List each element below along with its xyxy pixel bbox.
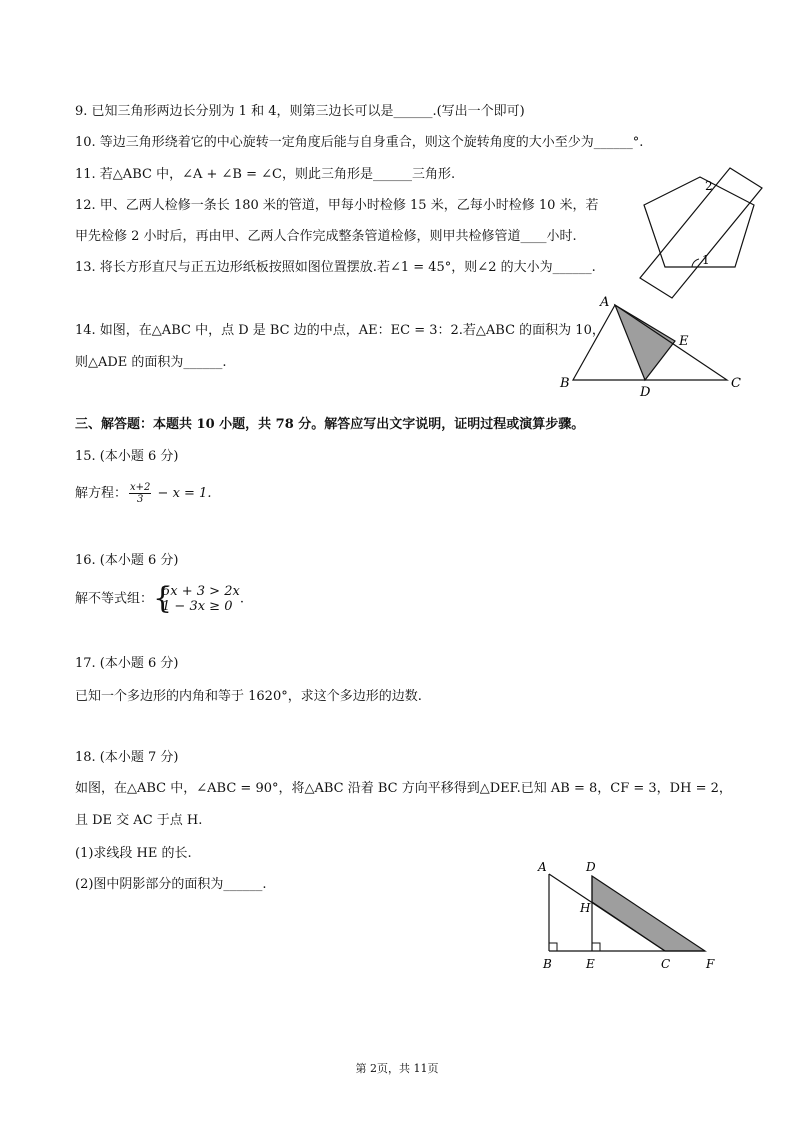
figure-q13 [630, 163, 770, 303]
label-f: F [706, 957, 715, 971]
label-h: H [580, 901, 591, 915]
q16-system [75, 581, 244, 616]
q16-inequality-1: 5x + 3 > 2x [162, 584, 240, 599]
label-e: E [679, 334, 689, 349]
shaded-triangle-ade [615, 305, 675, 380]
right-angle-e [592, 943, 600, 951]
q15-rest: − x = 1. [153, 486, 212, 501]
q15-numerator: x+2 [130, 482, 151, 493]
label-a: A [600, 295, 610, 310]
page-footer: 第 2页，共 11页 [355, 1062, 439, 1075]
q17-text: 已知一个多边形的内角和等于 1620°，求这个多边形的边数. [75, 689, 422, 704]
q12-text-line1: 12. 甲、乙两人检修一条长 180 米的管道，甲每小时检修 15 米，乙每小时检修 10 米，若 [75, 198, 599, 213]
q14-text-line1: 14. 如图，在△ABC 中，点 D 是 BC 边的中点，AE：EC = 3：2.若△ABC 的面积为 10， [75, 323, 605, 338]
section3-heading: 三、解答题：本题共 10 小题，共 78 分。解答应写出文字说明，证明过程或演算步骤。 [75, 417, 585, 432]
label-c: C [661, 957, 671, 971]
q16-period: . [239, 591, 244, 607]
brace-symbol: { [153, 581, 173, 616]
q14-text-line2: 则△ADE 的面积为______. [75, 355, 227, 370]
q12-text-line2: 甲先检修 2 小时后，再由甲、乙两人合作完成整条管道检修，则甲共检修管道____小时. [75, 229, 577, 244]
q10-text: 10. 等边三角形绕着它的中心旋转一定角度后能与自身重合，则这个旋转角度的大小至少为______°. [75, 135, 644, 150]
q16-inequality-2: 1 − 3x ≥ 0 [162, 599, 233, 614]
label-d: D [640, 385, 651, 400]
q16-heading: 16. (本小题 6 分) [75, 553, 179, 568]
q15-label: 解方程： [75, 486, 128, 501]
q9-text: 9. 已知三角形两边长分别为 1 和 4，则第三边长可以是______.(写出一个即可) [75, 104, 525, 119]
q15-equation [75, 482, 211, 505]
label-a: A [538, 860, 547, 874]
label-c: C [731, 376, 741, 391]
q15-denominator: 3 [137, 494, 144, 505]
q18-part1: (1)求线段 HE 的长. [75, 846, 192, 861]
q16-inequality-system [153, 581, 240, 616]
figure-q18 [530, 855, 730, 975]
q16-label: 解不等式组： [75, 591, 154, 607]
q17-heading: 17. (本小题 6 分) [75, 656, 179, 671]
q15-heading: 15. (本小题 6 分) [75, 449, 179, 464]
q11-text: 11. 若△ABC 中，∠A + ∠B = ∠C，则此三角形是______三角形. [75, 167, 456, 182]
label-b: B [543, 957, 552, 971]
q18-text-line1: 如图，在△ABC 中，∠ABC = 90°，将△ABC 沿着 BC 方向平移得到△DEF.已知 AB = 8，CF = 3，DH = 2， [75, 781, 732, 796]
angle2-label: 2 [705, 179, 713, 193]
label-b: B [560, 376, 570, 391]
angle1-label: 1 [702, 253, 710, 267]
right-angle-b [549, 943, 557, 951]
q15-fraction [129, 482, 151, 505]
q18-part2: (2)图中阴影部分的面积为______. [75, 877, 267, 892]
label-e: E [586, 957, 595, 971]
q13-text: 13. 将长方形直尺与正五边形纸板按照如图位置摆放.若∠1 = 45°，则∠2 的大小为______. [75, 260, 596, 275]
q18-text-line2: 且 DE 交 AC 于点 H. [75, 813, 203, 828]
ruler-shape [640, 168, 762, 298]
figure-q14 [555, 290, 755, 400]
q18-heading: 18. (本小题 7 分) [75, 750, 179, 765]
label-d: D [586, 860, 596, 874]
